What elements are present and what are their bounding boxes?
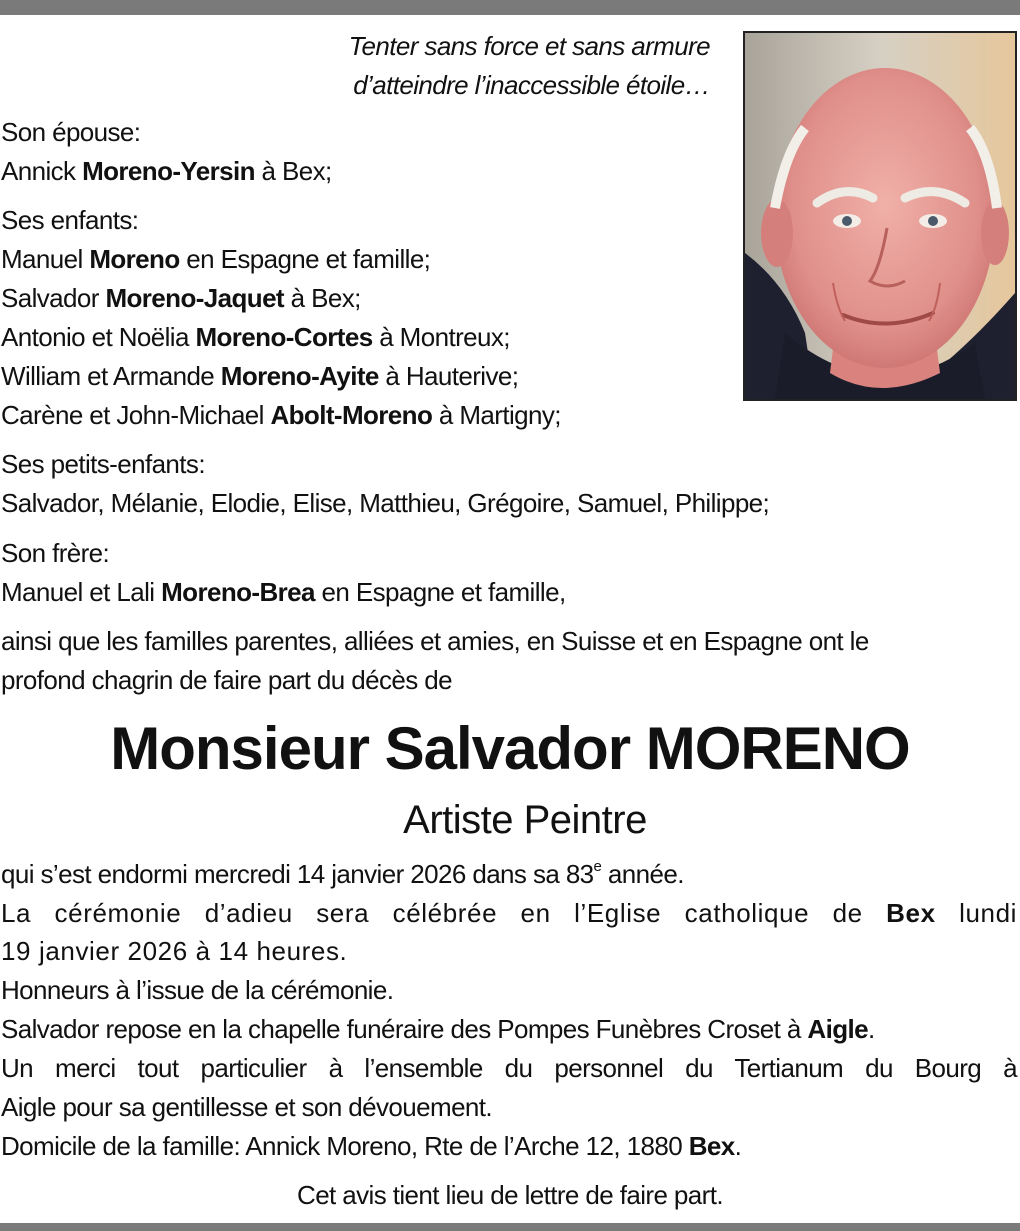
deceased-profession: Artiste Peintre — [403, 798, 647, 842]
death-text: qui s’est endormi mercredi 14 janvier 2026 dans sa 83 — [1, 859, 594, 889]
footer-note: Cet avis tient lieu de lettre de faire part. — [297, 1180, 723, 1210]
brother-first: Manuel et Lali — [1, 577, 155, 607]
portrait-photo — [743, 31, 1017, 401]
child-place: à Hauterive; — [385, 361, 519, 391]
children-heading: Ses enfants: — [1, 205, 139, 235]
child-first: Carène et John-Michael — [1, 400, 264, 430]
child-entry — [1, 318, 510, 357]
child-place: à Bex; — [290, 283, 361, 313]
brother-surname: Moreno-Brea — [161, 577, 315, 607]
child-surname: Moreno-Ayite — [220, 361, 379, 391]
brother-place: en Espagne et famille, — [321, 577, 566, 607]
child-entry — [1, 357, 518, 396]
ordinal-suffix: e — [593, 858, 602, 876]
quote-line-1: Tenter sans force et sans armure — [348, 31, 710, 61]
child-first: William et Armande — [1, 361, 215, 391]
thanks-line-1: Un merci tout particulier à l’ensemble du personnel du Tertianum du Bourg à — [1, 1053, 1017, 1083]
child-entry — [1, 240, 430, 279]
families-line-2: profond chagrin de faire part du décès de — [1, 665, 452, 695]
home-text: Domicile de la famille: Annick Moreno, Rte de l’Arche 12, 1880 — [1, 1131, 683, 1161]
rest-end: . — [867, 1014, 875, 1044]
rest-place: Aigle — [807, 1014, 868, 1044]
child-place: en Espagne et famille; — [186, 244, 431, 274]
spouse-surname: Moreno-Yersin — [82, 156, 255, 186]
grandchildren-heading: Ses petits-enfants: — [1, 449, 205, 479]
ceremony-line-1 — [1, 894, 1017, 933]
death-text-end: année. — [601, 859, 684, 889]
child-surname: Moreno — [89, 244, 180, 274]
child-place: à Montreux; — [379, 322, 510, 352]
ceremony-line-2: 19 janvier 2026 à 14 heures. — [1, 936, 348, 966]
child-place: à Martigny; — [438, 400, 561, 430]
grandchildren-names: Salvador, Mélanie, Elodie, Elise, Matthieu, Grégoire, Samuel, Philippe; — [1, 488, 770, 518]
child-entry — [1, 279, 361, 318]
home-line — [1, 1127, 741, 1166]
spouse-entry — [1, 152, 332, 191]
child-surname: Moreno-Jaquet — [105, 283, 284, 313]
quote-line-2: d’atteindre l’inaccessible étoile… — [353, 70, 710, 100]
spouse-first: Annick — [1, 156, 76, 186]
death-notice — [1, 855, 684, 894]
ceremony-day: lundi — [959, 898, 1018, 928]
child-first: Salvador — [1, 283, 99, 313]
child-first: Antonio et Noëlia — [1, 322, 189, 352]
spouse-place: à Bex; — [261, 156, 332, 186]
spouse-heading: Son épouse: — [1, 117, 141, 147]
honours-line: Honneurs à l’issue de la cérémonie. — [1, 975, 394, 1005]
child-entry — [1, 396, 561, 435]
child-surname: Moreno-Cortes — [195, 322, 373, 352]
home-end: . — [734, 1131, 742, 1161]
families-line-1: ainsi que les familles parentes, alliées et amies, en Suisse et en Espagne ont le — [1, 626, 869, 656]
brother-entry — [1, 573, 566, 612]
thanks-line-2: Aigle pour sa gentillesse et son dévouement. — [1, 1092, 493, 1122]
home-place: Bex — [688, 1131, 735, 1161]
ceremony-text: La cérémonie d’adieu sera célébrée en l’Eglise catholique de — [1, 898, 863, 928]
child-surname: Abolt-Moreno — [270, 400, 433, 430]
bottom-rule — [0, 1223, 1020, 1231]
brother-heading: Son frère: — [1, 538, 110, 568]
child-first: Manuel — [1, 244, 83, 274]
epigraph-quote — [180, 27, 710, 105]
portrait-illustration — [745, 33, 1015, 399]
deceased-name: Monsieur Salvador MORENO — [110, 715, 910, 782]
rest-line — [1, 1010, 875, 1049]
ceremony-place: Bex — [886, 898, 936, 928]
rest-text: Salvador repose en la chapelle funéraire des Pompes Funèbres Croset à — [1, 1014, 801, 1044]
